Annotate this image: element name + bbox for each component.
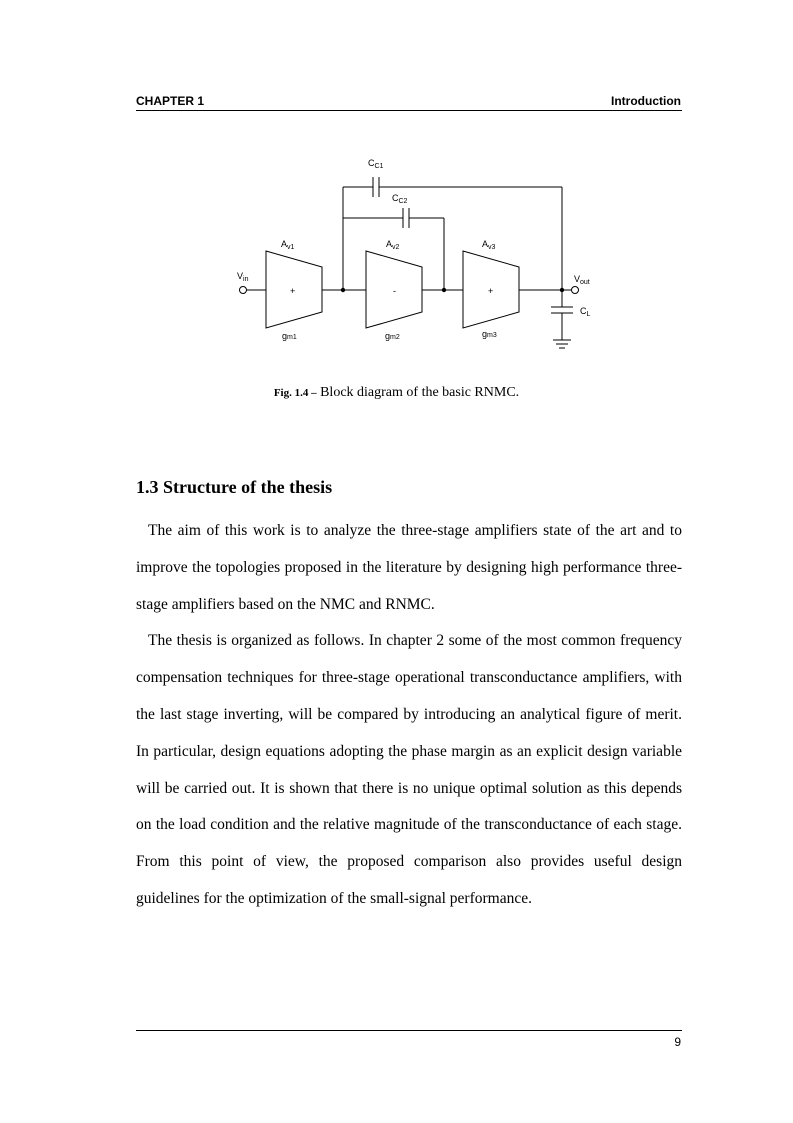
av3-label: $A_{v3}$ (482, 239, 496, 251)
gm3-label: gm3 (482, 329, 497, 339)
section-title: 1.3 Structure of the thesis (136, 477, 333, 497)
junction-node-2 (442, 288, 446, 292)
vin-terminal (240, 287, 247, 294)
junction-node-1 (341, 288, 345, 292)
rnmc-block-diagram (0, 0, 793, 380)
vin-label: $V_{in}$ (237, 271, 249, 283)
stage1-sign: + (290, 286, 296, 296)
body-text (136, 513, 682, 918)
stage3-sign: + (488, 286, 494, 296)
page-number: 9 (674, 1035, 681, 1049)
footer-rule (136, 1030, 682, 1031)
paragraph: The aim of this work is to analyze the three-stage amplifiers state of the art and to improve the topologies proposed in the literature by designing high performance three-stage amplifiers based on the NMC and RNMC. (136, 522, 682, 613)
vout-terminal (572, 287, 579, 294)
av1-label: $A_{v1}$ (281, 239, 295, 251)
gm1-label: gm1 (282, 331, 297, 341)
vout-label: $V_{out}$ (574, 274, 590, 286)
paragraph: The thesis is organized as follows. In chapter 2 some of the most common frequency compensation techniques for three-stage operational transconductance amplifiers, with the last stage inverting, will be compared by introducing an analytical figure of merit. In particular, design equations adopting the phase margin as an explicit design variable will be carried out. It is shown that there is no unique optimal solution as this depends on the load condition and the relative magnitude of the transconductance of each stage. From this point of view, the proposed comparison also provides useful design guidelines for the optimization of the small-signal performance. (136, 632, 682, 907)
figure-caption-text: Block diagram of the basic RNMC. (316, 385, 520, 400)
section-header: Introduction (611, 94, 681, 108)
junction-node-out (560, 288, 564, 292)
figure-number: Fig. 1.4 – (273, 387, 317, 399)
cc1-label: $C_{C1}$ (368, 158, 384, 170)
gm2-label: gm2 (385, 331, 400, 341)
cl-label: $C_L$ (580, 306, 591, 318)
stage2-sign: - (393, 286, 396, 296)
av2-label: $A_{v2}$ (386, 239, 400, 251)
chapter-header: CHAPTER 1 (136, 94, 205, 108)
figure-caption (0, 385, 793, 401)
cc2-label: $C_{C2}$ (392, 193, 408, 205)
